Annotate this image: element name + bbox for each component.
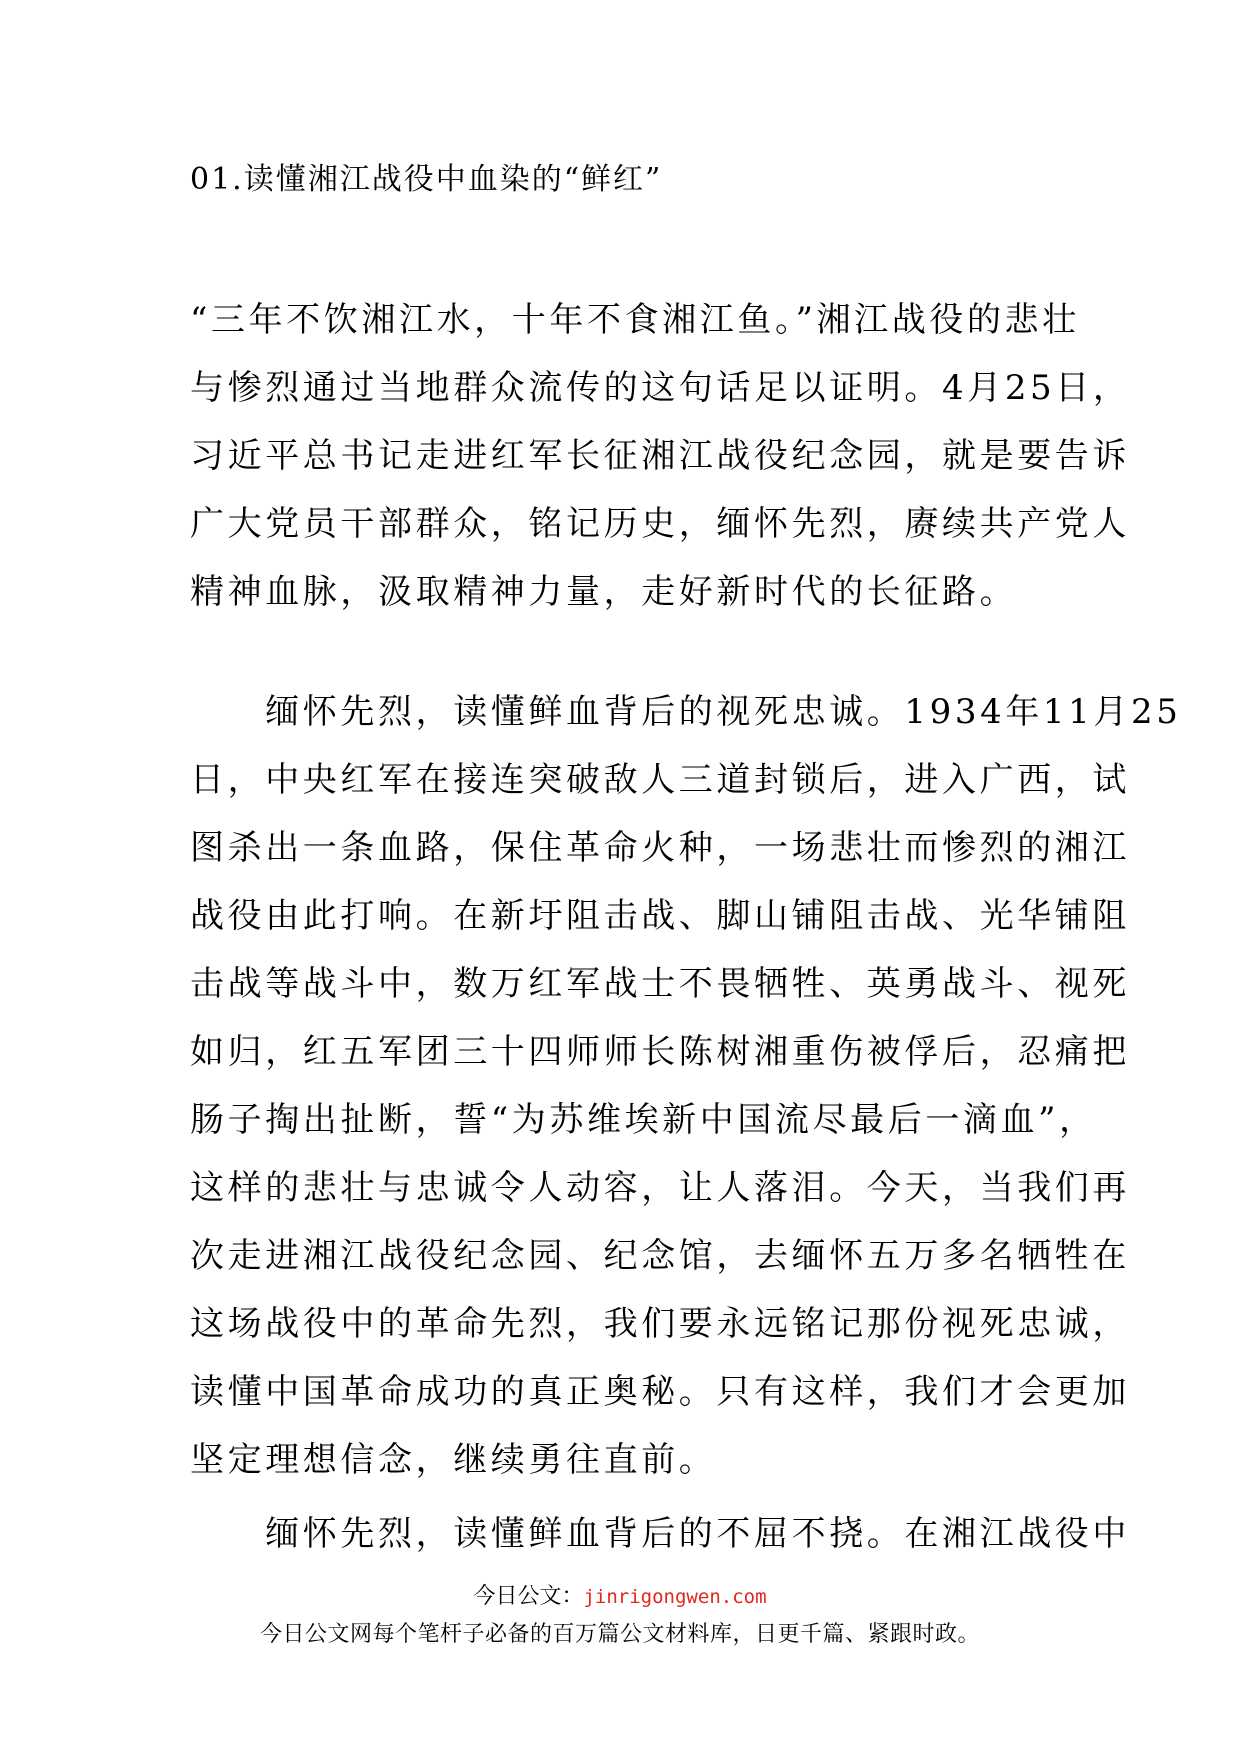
paragraph-line: 精神血脉，汲取精神力量，走好新时代的长征路。 <box>190 572 1018 612</box>
footer-link[interactable]: jinrigongwen.com <box>583 1586 767 1608</box>
paragraph-intro <box>190 286 1131 626</box>
footer-tagline: 今日公文网每个笔杆子必备的百万篇公文材料库，日更千篇、紧跟时政。 <box>259 1622 980 1647</box>
footer-source <box>0 1582 1240 1612</box>
paragraph-line: 图杀出一条血路，保住革命火种，一场悲壮而惨烈的湘江 <box>190 828 1130 868</box>
paragraph-line: 肠子掏出扯断，誓“为苏维埃新中国流尽最后一滴血”， <box>190 1100 1097 1140</box>
paragraph-loyalty <box>190 678 1182 1494</box>
footer-prefix: 今日公文： <box>473 1584 584 1609</box>
paragraph-line: 坚定理想信念，继续勇往直前。 <box>190 1440 717 1480</box>
paragraph-line: 战役由此打响。在新圩阻击战、脚山铺阻击战、光华铺阻 <box>190 896 1130 936</box>
paragraph-line: 缅怀先烈，读懂鲜血背后的不屈不挠。在湘江战役中 <box>190 1514 1130 1554</box>
paragraph-perseverance <box>190 1500 1130 1568</box>
section-heading: 01.读懂湘江战役中血染的“鲜红” <box>190 162 663 197</box>
paragraph-line: 与惨烈通过当地群众流传的这句话足以证明。4月25日， <box>190 368 1131 408</box>
paragraph-line: 习近平总书记走进红军长征湘江战役纪念园，就是要告诉 <box>190 436 1130 476</box>
paragraph-line: 如归，红五军团三十四师师长陈树湘重伤被俘后，忍痛把 <box>190 1032 1130 1072</box>
paragraph-line: 这样的悲壮与忠诚令人动容，让人落泪。今天，当我们再 <box>190 1168 1130 1208</box>
paragraph-line: 广大党员干部群众，铭记历史，缅怀先烈，赓续共产党人 <box>190 504 1130 544</box>
paragraph-line: 读懂中国革命成功的真正奥秘。只有这样，我们才会更加 <box>190 1372 1130 1412</box>
paragraph-line: 击战等战斗中，数万红军战士不畏牺牲、英勇战斗、视死 <box>190 964 1130 1004</box>
paragraph-line: “三年不饮湘江水，十年不食湘江鱼。”湘江战役的悲壮 <box>190 300 1080 340</box>
paragraph-line: 缅怀先烈，读懂鲜血背后的视死忠诚。1934年11月25 <box>190 692 1182 732</box>
paragraph-line: 这场战役中的革命先烈，我们要永远铭记那份视死忠诚， <box>190 1304 1130 1344</box>
paragraph-line: 日，中央红军在接连突破敌人三道封锁后，进入广西，试 <box>190 760 1130 800</box>
paragraph-line: 次走进湘江战役纪念园、纪念馆，去缅怀五万多名牺牲在 <box>190 1236 1130 1276</box>
